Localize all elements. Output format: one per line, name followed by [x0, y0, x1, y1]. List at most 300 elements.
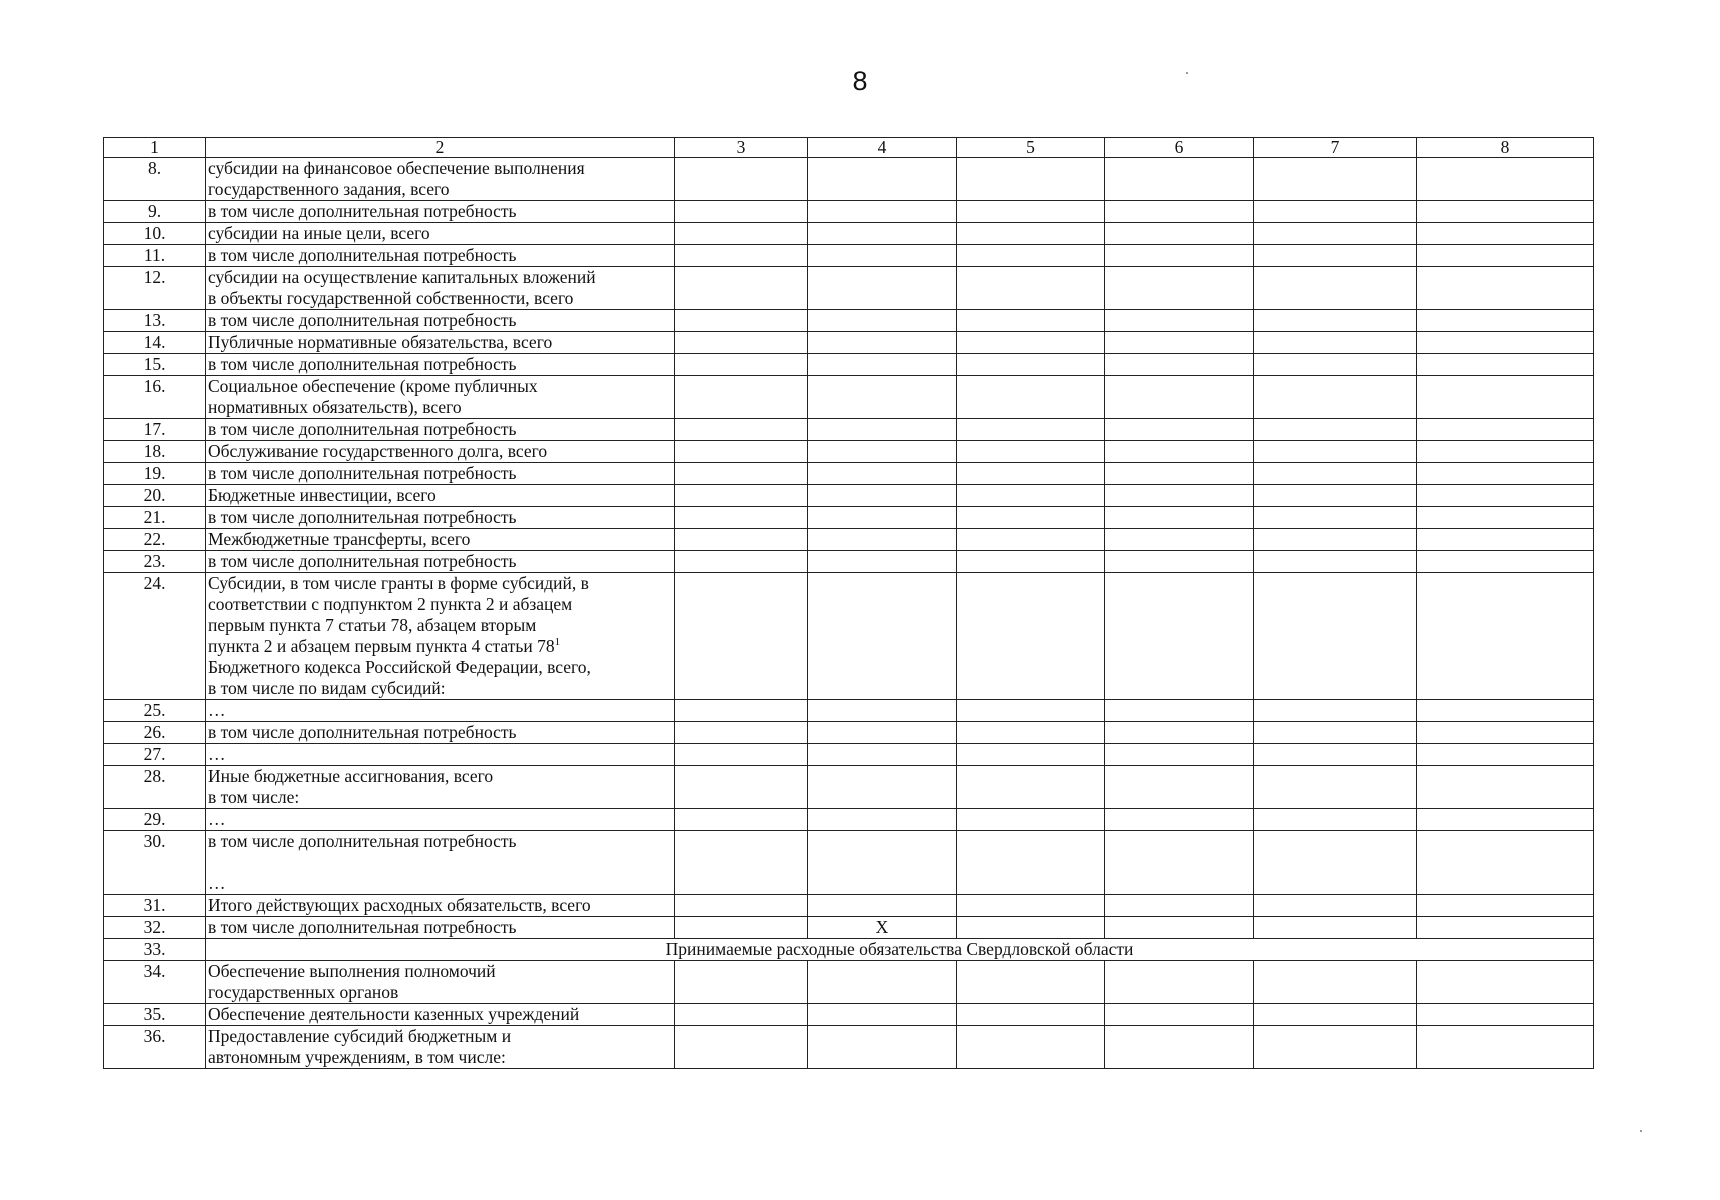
row-number: 22. [104, 529, 206, 551]
table-row [104, 529, 1594, 551]
description-text: в том числе дополнительная потребность [208, 831, 517, 851]
row-description [206, 529, 675, 551]
value-cell-col6 [1105, 1026, 1254, 1069]
value-cell-col3 [675, 267, 808, 310]
description-text: … [208, 700, 226, 720]
row-description [206, 201, 675, 223]
value-cell-col6 [1105, 332, 1254, 354]
description-text: Межбюджетные трансферты, всего [208, 529, 471, 549]
row-number: 36. [104, 1026, 206, 1069]
row-number: 17. [104, 419, 206, 441]
table-row [104, 939, 1594, 961]
table-row [104, 158, 1594, 201]
row-number: 30. [104, 831, 206, 895]
value-cell-col3 [675, 551, 808, 573]
row-number: 15. [104, 354, 206, 376]
value-cell-col7 [1254, 917, 1417, 939]
value-cell-col6 [1105, 573, 1254, 700]
description-text: в том числе дополнительная потребность [208, 917, 517, 937]
value-cell-col8 [1417, 831, 1594, 895]
value-cell-col8 [1417, 766, 1594, 809]
value-cell-col6 [1105, 419, 1254, 441]
value-cell-col7 [1254, 809, 1417, 831]
row-description [206, 485, 675, 507]
value-cell-col7 [1254, 485, 1417, 507]
description-line [208, 529, 672, 550]
table-row [104, 419, 1594, 441]
table-row [104, 201, 1594, 223]
value-cell-col5 [957, 245, 1105, 267]
value-cell-col5 [957, 809, 1105, 831]
value-cell-col8 [1417, 419, 1594, 441]
value-cell-col5 [957, 917, 1105, 939]
row-number: 18. [104, 441, 206, 463]
value-cell-col5 [957, 831, 1105, 895]
row-description [206, 419, 675, 441]
value-cell-col5 [957, 267, 1105, 310]
value-cell-col4 [808, 485, 957, 507]
row-number: 19. [104, 463, 206, 485]
row-number: 13. [104, 310, 206, 332]
value-cell-col6 [1105, 895, 1254, 917]
table-row [104, 441, 1594, 463]
value-cell-col3 [675, 507, 808, 529]
value-cell-col7 [1254, 573, 1417, 700]
value-cell-col7 [1254, 700, 1417, 722]
value-cell-col3 [675, 158, 808, 201]
value-cell-col3 [675, 441, 808, 463]
description-line [208, 354, 672, 375]
description-line [208, 463, 672, 484]
value-cell-col7 [1254, 463, 1417, 485]
value-cell-col6 [1105, 310, 1254, 332]
value-cell-col7 [1254, 1026, 1417, 1069]
row-number: 23. [104, 551, 206, 573]
description-text: соответствии с подпунктом 2 пункта 2 и абзацем [208, 594, 573, 614]
row-description [206, 722, 675, 744]
description-line [208, 744, 672, 765]
description-text: Иные бюджетные ассигнования, всего [208, 766, 494, 786]
value-cell-col5 [957, 1026, 1105, 1069]
value-cell-col8 [1417, 1026, 1594, 1069]
value-cell-col6 [1105, 441, 1254, 463]
value-cell-col8 [1417, 158, 1594, 201]
table-row [104, 917, 1594, 939]
description-text: Публичные нормативные обязательства, всего [208, 332, 553, 352]
row-number: 29. [104, 809, 206, 831]
value-cell-col8 [1417, 961, 1594, 1004]
row-number: 35. [104, 1004, 206, 1026]
value-cell-col8 [1417, 223, 1594, 245]
description-text: Обслуживание государственного долга, всего [208, 441, 548, 461]
value-cell-col5 [957, 507, 1105, 529]
value-cell-col3 [675, 831, 808, 895]
value-cell-col7 [1254, 354, 1417, 376]
value-cell-col5 [957, 700, 1105, 722]
description-text: в том числе дополнительная потребность [208, 507, 517, 527]
value-cell-col8 [1417, 485, 1594, 507]
value-cell-col3 [675, 1026, 808, 1069]
value-cell-col6 [1105, 376, 1254, 419]
description-text: в том числе дополнительная потребность [208, 310, 517, 330]
description-line [208, 700, 672, 721]
description-text: пункта 2 и абзацем первым пункта 4 статьи 78 [208, 636, 555, 656]
row-number: 11. [104, 245, 206, 267]
table-row [104, 245, 1594, 267]
row-description [206, 267, 675, 310]
description-line [208, 288, 672, 309]
value-cell-col8 [1417, 332, 1594, 354]
table-row [104, 1026, 1594, 1069]
value-cell-col8 [1417, 573, 1594, 700]
row-number: 14. [104, 332, 206, 354]
description-line [208, 158, 672, 179]
row-number: 27. [104, 744, 206, 766]
row-description [206, 961, 675, 1004]
value-cell-col3 [675, 485, 808, 507]
value-cell-col8 [1417, 895, 1594, 917]
description-text: в том числе дополнительная потребность [208, 551, 517, 571]
row-number: 12. [104, 267, 206, 310]
description-text: Бюджетного кодекса Российской Федерации, всего, [208, 657, 591, 677]
page-number: 8 [852, 66, 868, 96]
column-header: 4 [808, 138, 957, 158]
value-cell-col4 [808, 809, 957, 831]
value-cell-col4 [808, 722, 957, 744]
value-cell-col5 [957, 310, 1105, 332]
value-cell-col4 [808, 354, 957, 376]
value-cell-col4 [808, 267, 957, 310]
value-cell-col4: Х [808, 917, 957, 939]
row-description [206, 158, 675, 201]
row-description [206, 809, 675, 831]
value-cell-col6 [1105, 463, 1254, 485]
value-cell-col7 [1254, 245, 1417, 267]
value-cell-col7 [1254, 158, 1417, 201]
value-cell-col3 [675, 1004, 808, 1026]
value-cell-col3 [675, 722, 808, 744]
column-header: 6 [1105, 138, 1254, 158]
description-line [208, 831, 672, 852]
value-cell-col3 [675, 310, 808, 332]
value-cell-col6 [1105, 831, 1254, 895]
table-row [104, 507, 1594, 529]
description-text: государственного задания, всего [208, 179, 450, 199]
value-cell-col3 [675, 573, 808, 700]
row-description [206, 376, 675, 419]
value-cell-col5 [957, 573, 1105, 700]
value-cell-col7 [1254, 332, 1417, 354]
description-line [208, 551, 672, 572]
table-row [104, 354, 1594, 376]
description-line [208, 419, 672, 440]
description-text: … [208, 744, 226, 764]
row-number: 28. [104, 766, 206, 809]
value-cell-col4 [808, 744, 957, 766]
value-cell-col4 [808, 831, 957, 895]
value-cell-col7 [1254, 376, 1417, 419]
value-cell-col5 [957, 1004, 1105, 1026]
description-line [208, 982, 672, 1003]
value-cell-col6 [1105, 158, 1254, 201]
value-cell-col8 [1417, 463, 1594, 485]
value-cell-col7 [1254, 310, 1417, 332]
description-line [208, 376, 672, 397]
value-cell-col5 [957, 354, 1105, 376]
value-cell-col3 [675, 463, 808, 485]
value-cell-col5 [957, 485, 1105, 507]
table-body [104, 138, 1594, 1069]
row-number: 10. [104, 223, 206, 245]
description-text: субсидии на осуществление капитальных вложений [208, 267, 596, 287]
table-row [104, 961, 1594, 1004]
row-description [206, 831, 675, 895]
description-text: в объекты государственной собственности, всего [208, 288, 574, 308]
description-line [208, 594, 672, 615]
value-cell-col7 [1254, 267, 1417, 310]
value-cell-col3 [675, 419, 808, 441]
row-description [206, 1004, 675, 1026]
value-cell-col5 [957, 332, 1105, 354]
value-cell-col7 [1254, 441, 1417, 463]
value-cell-col4 [808, 158, 957, 201]
table-row [104, 223, 1594, 245]
value-cell-col5 [957, 895, 1105, 917]
description-line [208, 397, 672, 418]
row-description [206, 766, 675, 809]
table-row [104, 551, 1594, 573]
value-cell-col7 [1254, 529, 1417, 551]
row-number: 26. [104, 722, 206, 744]
description-text: … [208, 809, 226, 829]
description-line [208, 615, 672, 636]
row-description [206, 573, 675, 700]
row-number: 31. [104, 895, 206, 917]
row-description [206, 917, 675, 939]
value-cell-col8 [1417, 267, 1594, 310]
value-cell-col3 [675, 332, 808, 354]
value-cell-col4 [808, 419, 957, 441]
value-cell-col6 [1105, 1004, 1254, 1026]
description-line [208, 895, 672, 916]
description-text: в том числе дополнительная потребность [208, 201, 517, 221]
row-description [206, 895, 675, 917]
column-header: 7 [1254, 138, 1417, 158]
value-cell-col5 [957, 722, 1105, 744]
value-cell-col7 [1254, 507, 1417, 529]
value-cell-col5 [957, 419, 1105, 441]
value-cell-col6 [1105, 485, 1254, 507]
value-cell-col8 [1417, 700, 1594, 722]
value-cell-col3 [675, 376, 808, 419]
value-cell-col4 [808, 573, 957, 700]
value-cell-col6 [1105, 529, 1254, 551]
value-cell-col6 [1105, 961, 1254, 1004]
value-cell-col8 [1417, 917, 1594, 939]
value-cell-col5 [957, 961, 1105, 1004]
value-cell-col5 [957, 223, 1105, 245]
description-line [208, 678, 672, 699]
row-description [206, 1026, 675, 1069]
value-cell-col7 [1254, 201, 1417, 223]
table-row [104, 766, 1594, 809]
table-row [104, 744, 1594, 766]
description-line [208, 179, 672, 200]
description-text: в том числе по видам субсидий: [208, 678, 446, 698]
table-row [104, 700, 1594, 722]
scan-speck [1186, 72, 1188, 74]
row-description [206, 310, 675, 332]
description-text: в том числе дополнительная потребность [208, 463, 517, 483]
value-cell-col7 [1254, 744, 1417, 766]
value-cell-col8 [1417, 722, 1594, 744]
row-description [206, 223, 675, 245]
value-cell-col5 [957, 551, 1105, 573]
description-line [208, 245, 672, 266]
description-line [208, 573, 672, 594]
description-line [208, 873, 672, 894]
description-text: Субсидии, в том числе гранты в форме субсидий, в [208, 573, 589, 593]
column-header: 5 [957, 138, 1105, 158]
value-cell-col3 [675, 766, 808, 809]
value-cell-col6 [1105, 507, 1254, 529]
row-number: 24. [104, 573, 206, 700]
value-cell-col3 [675, 245, 808, 267]
column-number-row [104, 138, 1594, 158]
expenditure-table [103, 137, 1594, 1069]
value-cell-col8 [1417, 354, 1594, 376]
description-line [208, 267, 672, 288]
value-cell-col3 [675, 744, 808, 766]
row-number: 9. [104, 201, 206, 223]
column-header: 2 [206, 138, 675, 158]
description-line [208, 332, 672, 353]
value-cell-col8 [1417, 441, 1594, 463]
value-cell-col8 [1417, 310, 1594, 332]
column-header: 1 [104, 138, 206, 158]
description-line [208, 766, 672, 787]
description-text: Бюджетные инвестиции, всего [208, 485, 436, 505]
value-cell-col6 [1105, 267, 1254, 310]
value-cell-col6 [1105, 809, 1254, 831]
value-cell-col4 [808, 961, 957, 1004]
value-cell-col7 [1254, 766, 1417, 809]
row-description [206, 463, 675, 485]
value-cell-col5 [957, 158, 1105, 201]
value-cell-col5 [957, 529, 1105, 551]
table-row [104, 485, 1594, 507]
column-header: 8 [1417, 138, 1594, 158]
row-number: 21. [104, 507, 206, 529]
description-text: в том числе дополнительная потребность [208, 722, 517, 742]
table-row [104, 332, 1594, 354]
description-line [208, 787, 672, 808]
value-cell-col7 [1254, 895, 1417, 917]
value-cell-col4 [808, 1026, 957, 1069]
footnote-superscript: 1 [554, 636, 561, 649]
value-cell-col8 [1417, 245, 1594, 267]
description-line [208, 961, 672, 982]
section-heading: Принимаемые расходные обязательства Свердловской области [206, 939, 1594, 961]
value-cell-col3 [675, 809, 808, 831]
description-line [208, 1047, 672, 1068]
value-cell-col7 [1254, 722, 1417, 744]
description-text: субсидии на финансовое обеспечение выполнения [208, 158, 585, 178]
description-line [208, 1026, 672, 1047]
row-description [206, 441, 675, 463]
value-cell-col8 [1417, 507, 1594, 529]
value-cell-col4 [808, 310, 957, 332]
value-cell-col5 [957, 201, 1105, 223]
description-text: нормативных обязательств), всего [208, 397, 462, 417]
value-cell-col6 [1105, 245, 1254, 267]
description-text: в том числе: [208, 787, 300, 807]
description-text: автономным учреждениям, в том числе: [208, 1047, 506, 1067]
value-cell-col3 [675, 223, 808, 245]
table-row [104, 463, 1594, 485]
table-row [104, 1004, 1594, 1026]
value-cell-col8 [1417, 1004, 1594, 1026]
value-cell-col7 [1254, 831, 1417, 895]
description-text: Обеспечение выполнения полномочий [208, 961, 496, 981]
description-line [208, 636, 672, 657]
value-cell-col6 [1105, 551, 1254, 573]
row-number: 32. [104, 917, 206, 939]
description-text: Обеспечение деятельности казенных учреждений [208, 1004, 580, 1024]
value-cell-col4 [808, 245, 957, 267]
value-cell-col6 [1105, 201, 1254, 223]
row-description [206, 551, 675, 573]
value-cell-col4 [808, 332, 957, 354]
row-description [206, 245, 675, 267]
value-cell-col6 [1105, 766, 1254, 809]
row-number: 8. [104, 158, 206, 201]
table-row [104, 831, 1594, 895]
description-line [208, 722, 672, 743]
value-cell-col3 [675, 961, 808, 1004]
value-cell-col5 [957, 376, 1105, 419]
value-cell-col4 [808, 376, 957, 419]
table-row [104, 376, 1594, 419]
value-cell-col5 [957, 766, 1105, 809]
value-cell-col4 [808, 1004, 957, 1026]
description-line [208, 917, 672, 938]
table-row [104, 722, 1594, 744]
table-row [104, 809, 1594, 831]
value-cell-col4 [808, 223, 957, 245]
description-text: государственных органов [208, 982, 399, 1002]
value-cell-col3 [675, 917, 808, 939]
value-cell-col7 [1254, 1004, 1417, 1026]
table-row [104, 573, 1594, 700]
row-number: 25. [104, 700, 206, 722]
row-description [206, 332, 675, 354]
value-cell-col4 [808, 441, 957, 463]
value-cell-col3 [675, 895, 808, 917]
value-cell-col8 [1417, 551, 1594, 573]
table-row [104, 267, 1594, 310]
value-cell-col6 [1105, 722, 1254, 744]
description-line [208, 507, 672, 528]
value-cell-col5 [957, 463, 1105, 485]
value-cell-col3 [675, 201, 808, 223]
column-header: 3 [675, 138, 808, 158]
value-cell-col5 [957, 441, 1105, 463]
description-line [208, 1004, 672, 1025]
description-text: Социальное обеспечение (кроме публичных [208, 376, 538, 396]
description-text: субсидии на иные цели, всего [208, 223, 430, 243]
row-number: 16. [104, 376, 206, 419]
